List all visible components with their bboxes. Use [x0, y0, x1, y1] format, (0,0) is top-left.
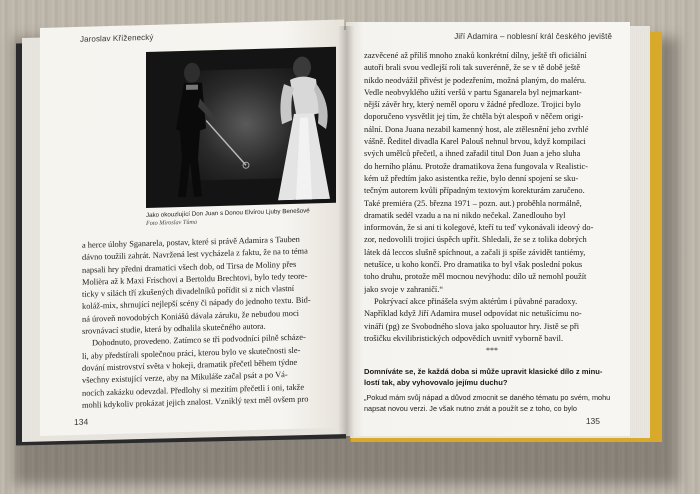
text-line: nější závěr hry, který neměl oporu v žádné předloze. Trojici bylo — [364, 100, 581, 110]
left-page — [40, 20, 344, 436]
interview-answer: „Pokud mám svůj nápad a důvod zmocnit se daného tématu po svém, mohu napsat novou verzi. Je však nutno znát a použít se z toho, co bylo — [364, 393, 611, 414]
text-line: Například když Jiří Adamira musel odpovídat nic netušícímu no- — [364, 309, 582, 319]
stage-photograph — [146, 47, 336, 208]
text-line: Molièra až k Maxi Frischovi a Bertoldu Brechtovi, bylo tedy teore- — [82, 271, 308, 287]
text-line: jako svoje v zahraničí.“ — [364, 284, 444, 294]
text-line: trošičku ekvilibristických odpovědích uvnitř vyborně bavil. — [364, 333, 564, 343]
text-line: zor, nedovolili trojici úspěch upřít. Shledali, že se z tolika dobrých — [364, 235, 587, 245]
photo-caption: Jako okouzlující Don Juan s Donou Elvírou Ljuby Benešové — [146, 207, 310, 220]
text-line: vášně. Ředitel divadla Karel Palouš nehnul brvou, když kompilaci — [364, 137, 586, 147]
text-line: zazvěcené až příliš mnoho znaků konkrétní dílny, ještě tři oficiální — [364, 51, 587, 60]
text-line: autoři brali svou vedlejší roli tak suverénně, že se v tě době ještě — [364, 63, 581, 73]
text-line: Také premiéra (25. března 1971 – pozn. aut.) proběhla normálně, — [364, 198, 582, 208]
left-page-body — [82, 233, 340, 412]
text-line: kém už předtím jako asistentka režie, bylo denní spojení se sku- — [364, 173, 579, 183]
text-line: informován, že si ani ti kolegové, kteří tu teď vykonávali ideový do- — [364, 223, 594, 233]
text-line: nocích zakázku odevzdal. Předlohy si mezitím přečetli i oni, takže — [82, 382, 305, 398]
text-line: tečným autorem kvůli případným textovým korekturám zaručeno. — [364, 186, 585, 196]
text-line: doporučeno vysvětlit jej tím, že chtěla být alespoň v něčem origi- — [364, 112, 584, 122]
page-number-left: 134 — [74, 416, 89, 428]
text-line: koláž-mix, shrnující nejlepší scény či nápady do jednoho textu. Bid- — [82, 295, 311, 312]
photo-caption-block — [146, 207, 342, 228]
text-line: Dohodnuto, provedeno. Zatímco se tři podvodníci pilně scháze- — [92, 332, 306, 348]
right-page-body — [364, 50, 620, 357]
right-page — [346, 22, 630, 436]
text-line: Vedle neobvyklého užití veršů v partu Sganarela byl nejmarkant- — [364, 87, 582, 97]
running-head-left: Jaroslav Kříženecký — [80, 32, 154, 44]
text-line: nikdo neodvážil přivést je podezřením, možná planým, do maléru. — [364, 75, 587, 85]
text-line: vináři (pg) ze Svobodného slova jako spoluautor hry. Jistě se při — [364, 321, 580, 331]
text-line: a herce úlohy Sganarela, postav, které si právě Adamira s Tauben — [82, 234, 300, 250]
text-line: ticky v silách tří zkušených divadelníků pořídit si z nich vlastní — [82, 284, 295, 300]
sword-blade — [206, 119, 266, 181]
photo-credit: Foto Miroslav Tůma — [146, 218, 197, 228]
text-line: ná úroveň novodobých Koniášů dávala záruku, že nebudou moci — [82, 308, 299, 324]
text-line: všechny existující verze, aby na Mikuláše začal psát a po Vá- — [82, 370, 288, 386]
text-line: li, aby předstírali společnou práci, kterou bylo ve skutečnosti sle- — [82, 345, 301, 361]
text-line: netušíce, u koho končí. Pro dramatika to byl však poslední pokus — [364, 260, 583, 270]
text-line: toho druhu, protože měl mocnou nevýhodu: dílo už nemohl použít — [364, 272, 587, 282]
text-line: srovnávací studie, která by odhalila skutečného autora. — [82, 321, 266, 336]
text-line: Pokrývací akce přinášela svým aktérům i půvabné paradoxy. — [374, 296, 578, 306]
text-line: dování mistrovství světa v hokeji, dramatik přečetl během týdne — [82, 357, 298, 373]
text-line: mohli kdykoliv prokázat jejich znalost. Vzniklý text měl ovšem pro — [82, 394, 309, 410]
section-break-stars: *** — [486, 346, 498, 356]
text-line: dramatik sedél vzadu a na ni nikdo nečekal. Zanedlouho byl — [364, 210, 566, 220]
text-line: dávno toužili zahrát. Navržená lest vycházela z faktu, že na to téma — [82, 246, 308, 263]
text-line: do herního plánu. Protože dramatikova žena fungovala v Realistic- — [364, 161, 588, 171]
text-line: nální. Dona Juana nezabil kamenný host, ale ztělesnění jeho zvrhlé — [364, 124, 589, 134]
interview-question: Domníváte se, že každá doba si může upravit klasické dílo z minu- lostí tak, aby vyhovovalo jejímu duchu? — [364, 367, 603, 388]
running-head-right: Jiří Adamira – noblesní král českého jeviště — [454, 32, 612, 41]
text-line: svých umělců přečetl, a ihned zařadil titul Don Juan a jeho sluha — [364, 149, 581, 159]
text-line: látek dá leccos slušně spíchnout, a začali ji spíše závidět tantiémy, — [364, 247, 586, 257]
book-gutter-shadow — [338, 26, 354, 438]
donna-elvira-figure — [274, 53, 334, 201]
text-line: napsali hry předni dramatici všech dob, od Tirsa de Moliny přes — [82, 259, 297, 275]
page-number-right: 135 — [585, 416, 600, 426]
